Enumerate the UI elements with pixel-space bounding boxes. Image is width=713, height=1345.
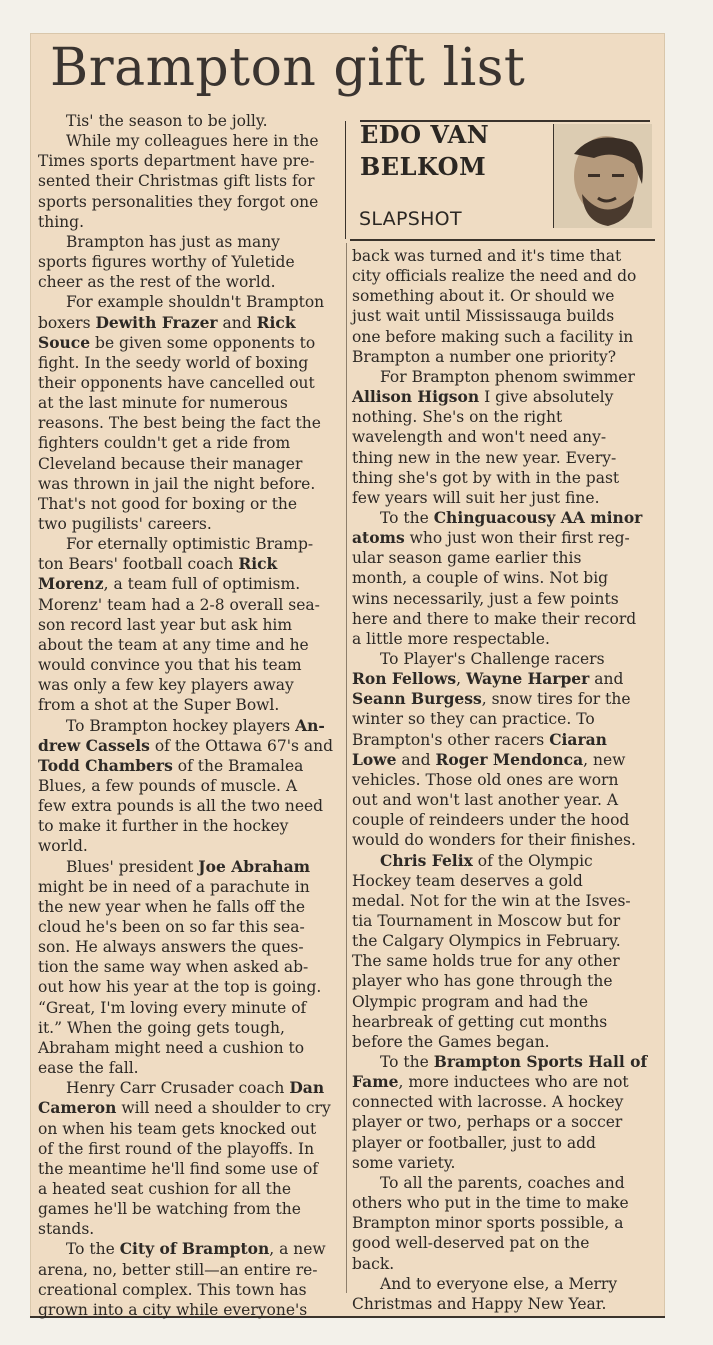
text-line (352, 871, 583, 891)
text-line (38, 272, 276, 292)
author-name-line1: EDO VAN (360, 120, 490, 149)
text-segment: cheer as the rest of the world. (38, 273, 276, 292)
text-line (352, 891, 631, 911)
text-segment: The same holds true for any other (352, 952, 620, 971)
text-segment: thing. (38, 212, 85, 231)
text-segment: the Calgary Olympics in February. (352, 932, 621, 951)
text-segment: Dewith Frazer (95, 312, 218, 332)
text-line (352, 992, 588, 1012)
text-line (38, 897, 305, 917)
text-line (380, 851, 593, 871)
text-line (38, 957, 308, 977)
text-segment: arena, no, better still—an entire re- (38, 1260, 318, 1279)
text-line (352, 709, 595, 729)
text-segment: world. (38, 837, 88, 856)
text-segment: Chinguacousy AA minor (433, 507, 643, 527)
text-segment: good well-deserved pat on the (352, 1234, 590, 1253)
text-line (38, 1280, 307, 1300)
text-line (352, 568, 608, 588)
text-segment: Roger Mendonca (435, 749, 584, 769)
text-segment: reasons. The best being the fact the (38, 414, 321, 433)
text-line (38, 313, 296, 333)
text-line (352, 448, 616, 468)
text-segment: a heated seat cushion for all the (38, 1179, 292, 1198)
text-segment: Cleveland because their manager (38, 454, 303, 473)
text-segment: of the Ottawa 67's and (149, 736, 334, 755)
column-divider-top (345, 121, 346, 239)
text-line (352, 286, 614, 306)
text-segment: before the Games began. (352, 1032, 550, 1051)
text-line (352, 911, 620, 931)
text-line (352, 750, 625, 770)
text-segment: To all the parents, coaches and (380, 1173, 625, 1192)
text-segment: , snow tires for the (481, 690, 631, 709)
text-segment: wins necessarily, just a few points (352, 589, 619, 608)
text-line (352, 528, 630, 548)
text-segment: month, a couple of wins. Not big (352, 569, 609, 588)
text-line (352, 548, 581, 568)
text-line (38, 1159, 318, 1179)
text-line (352, 689, 631, 709)
text-segment: Wayne Harper (465, 669, 590, 689)
text-segment: , a team full of optimism. (103, 575, 301, 594)
text-segment: of the Olympic (472, 851, 593, 870)
text-line (352, 951, 620, 971)
text-segment: To Player's Challenge racers (380, 650, 605, 668)
text-line (66, 1078, 324, 1098)
text-segment: from a shot at the Super Bowl. (38, 696, 280, 715)
text-line (352, 1133, 596, 1153)
text-line (38, 433, 290, 453)
headline: Brampton gift list (50, 38, 526, 98)
text-segment: a little more respectable. (352, 629, 550, 648)
text-segment: player who has gone through the (352, 972, 613, 991)
text-segment: drew Cassels (38, 735, 150, 755)
text-line (352, 1294, 606, 1314)
text-segment: thing she's got by with in the past (352, 468, 620, 487)
text-segment: Blues, a few pounds of muscle. A (38, 776, 298, 795)
text-line (352, 810, 629, 830)
text-line (352, 1012, 607, 1032)
author-photo (553, 124, 652, 228)
text-segment: atoms (352, 528, 405, 548)
text-segment: Lowe (352, 749, 397, 769)
text-segment: “Great, I'm loving every minute of (38, 998, 307, 1017)
newspaper-clipping (30, 33, 665, 1318)
text-line (38, 393, 288, 413)
text-segment: To the (380, 508, 434, 527)
text-segment: Cameron (38, 1098, 117, 1118)
text-line (352, 730, 607, 750)
text-line (352, 1032, 550, 1052)
text-segment: stands. (38, 1220, 95, 1239)
text-line (352, 669, 623, 689)
text-segment: boxers (38, 313, 96, 332)
text-line (38, 1179, 291, 1199)
text-line (38, 1139, 314, 1159)
text-line (38, 635, 309, 655)
text-segment: sented their Christmas gift lists for (38, 172, 315, 191)
author-name-line2: BELKOM (360, 152, 487, 181)
text-segment: the meantime he'll find some use of (38, 1159, 319, 1178)
text-line (38, 796, 323, 816)
text-line (66, 716, 325, 736)
text-segment: Brampton has just as many (66, 232, 280, 251)
text-segment: For eternally optimistic Bramp- (66, 535, 314, 554)
text-segment: the new year when he falls off the (38, 897, 306, 916)
text-line (352, 971, 613, 991)
column-divider (346, 243, 347, 1293)
text-line (352, 1072, 629, 1092)
text-segment: be given some opponents to (90, 333, 316, 352)
text-line (352, 327, 633, 347)
text-segment: tion the same way when asked ab- (38, 958, 309, 977)
text-line (380, 1274, 617, 1294)
text-segment: Dan (289, 1078, 325, 1098)
text-segment: , new (583, 750, 626, 769)
text-line (352, 1254, 394, 1274)
text-segment: Blues' president (66, 857, 199, 876)
text-segment: sports personalities they forgot one (38, 192, 319, 211)
text-line (38, 1119, 316, 1139)
text-segment: here and there to make their record (352, 609, 637, 628)
text-line (38, 736, 333, 756)
text-line (38, 474, 315, 494)
text-line (38, 574, 300, 594)
text-segment: wavelength and won't need any- (352, 428, 607, 447)
text-segment: about the team at any time and he (38, 635, 309, 654)
text-line (38, 514, 212, 534)
text-segment: out how his year at the top is going. (38, 978, 322, 997)
text-line (380, 649, 605, 669)
text-segment: Abraham might need a cushion to (38, 1038, 305, 1057)
text-segment: hearbreak of getting cut months (352, 1012, 608, 1031)
text-segment: To the (380, 1053, 434, 1071)
text-line (352, 1233, 589, 1253)
text-line (66, 1239, 326, 1259)
text-line (38, 695, 279, 715)
text-segment: Christmas and Happy New Year. (352, 1294, 607, 1313)
text-segment: one before making such a facility in (352, 327, 634, 346)
text-segment: something about it. Or should we (352, 287, 615, 306)
text-segment: , a new (269, 1240, 326, 1259)
text-line (352, 306, 614, 326)
text-line (352, 1153, 455, 1173)
text-line (38, 756, 303, 776)
text-line (38, 192, 318, 212)
text-line (38, 1058, 139, 1078)
text-segment: Brampton Sports Hall of (433, 1052, 648, 1071)
text-segment: Seann Burgess (352, 689, 482, 709)
text-segment: Souce (38, 332, 91, 352)
text-segment: two pugilists' careers. (38, 515, 212, 533)
text-line (38, 998, 306, 1018)
text-segment: connected with lacrosse. A hockey (352, 1093, 624, 1112)
text-segment: and (396, 750, 436, 769)
text-segment: cloud he's been on so far this sea- (38, 918, 305, 936)
text-segment: ton Bears' football coach (38, 555, 239, 574)
text-line (352, 347, 616, 367)
text-segment: nothing. She's on the right (352, 408, 563, 427)
text-segment: Joe Abraham (198, 856, 311, 876)
text-line (38, 1199, 301, 1219)
text-segment: would convince you that his team (38, 656, 302, 675)
text-line (352, 931, 621, 951)
text-segment: Tis' the season to be jolly. (66, 112, 268, 130)
text-segment: fighters couldn't get a ride from (38, 434, 291, 453)
text-segment: For example shouldn't Brampton (66, 293, 325, 312)
text-segment: player or two, perhaps or a soccer (352, 1113, 623, 1132)
text-segment: back. (352, 1254, 395, 1273)
text-segment: creational complex. This town has (38, 1280, 307, 1299)
text-line (38, 494, 297, 514)
text-segment: their opponents have cancelled out (38, 373, 315, 392)
text-line (38, 252, 295, 272)
text-segment: was thrown in jail the night before. (38, 474, 316, 493)
text-segment: Brampton a number one priority? (352, 347, 617, 366)
text-line (38, 977, 321, 997)
text-segment: To Brampton hockey players (66, 716, 296, 735)
text-segment: thing new in the new year. Every- (352, 448, 617, 467)
column-name: SLAPSHOT (359, 208, 462, 230)
text-line (352, 609, 636, 629)
text-segment: son. He always answers the ques- (38, 938, 304, 957)
text-segment: , more inductees who are not (398, 1073, 629, 1092)
text-line (352, 830, 636, 850)
text-segment: winter so they can practice. To (352, 710, 595, 729)
text-segment: For Brampton phenom swimmer (380, 367, 635, 386)
text-segment: medal. Not for the win at the Isves- (352, 891, 631, 910)
text-line (352, 1213, 623, 1233)
text-line (380, 508, 642, 528)
text-line (38, 212, 84, 232)
text-segment: Brampton's other racers (352, 730, 550, 749)
text-line (352, 790, 618, 810)
text-segment: on when his team gets knocked out (38, 1119, 317, 1138)
text-line (38, 1098, 331, 1118)
text-segment: To the (66, 1240, 120, 1259)
text-line (352, 387, 613, 407)
text-line (38, 1018, 285, 1038)
text-line (38, 1038, 304, 1058)
text-line (66, 232, 280, 252)
text-line (38, 937, 304, 957)
text-segment: ease the fall. (38, 1059, 139, 1078)
text-line (352, 770, 618, 790)
text-line (38, 454, 302, 474)
text-line (380, 1052, 647, 1072)
text-line (352, 427, 606, 447)
text-line (352, 629, 550, 649)
text-line (380, 1173, 625, 1193)
text-line (38, 1300, 307, 1320)
text-line (38, 917, 305, 937)
text-segment: Hockey team deserves a gold (352, 871, 583, 890)
text-segment: to make it further in the hockey (38, 817, 289, 836)
text-segment: grown into a city while everyone's (38, 1300, 308, 1319)
text-line (38, 554, 277, 574)
text-segment: Times sports department have pre- (38, 152, 315, 171)
text-line (352, 1112, 622, 1132)
text-segment: games he'll be watching from the (38, 1200, 301, 1219)
text-line (38, 655, 302, 675)
text-segment: Allison Higson (352, 387, 480, 407)
text-segment: will need a shoulder to cry (116, 1099, 331, 1118)
text-segment: just wait until Mississauga builds (352, 307, 615, 326)
text-segment: few years will suit her just fine. (352, 488, 600, 507)
text-segment: And to everyone else, a Merry (380, 1274, 618, 1293)
text-segment: of the first round of the playoffs. In (38, 1139, 315, 1158)
text-segment: Olympic program and had the (352, 992, 588, 1011)
text-line (38, 333, 315, 353)
text-line (38, 151, 315, 171)
text-segment: Fame (352, 1072, 399, 1092)
text-segment: fight. In the seedy world of boxing (38, 353, 309, 372)
text-line (66, 857, 310, 877)
text-line (66, 111, 268, 131)
text-line (38, 595, 320, 615)
text-line (352, 246, 621, 266)
text-line (352, 407, 562, 427)
text-line (38, 171, 314, 191)
text-line (352, 1092, 623, 1112)
text-line (38, 675, 294, 695)
text-line (38, 877, 310, 897)
text-segment: Rick (238, 554, 278, 574)
text-line (38, 1260, 318, 1280)
text-segment: it.” When the going gets tough, (38, 1018, 285, 1037)
text-segment: sports figures worthy of Yuletide (38, 253, 295, 272)
text-segment: out and won't last another year. A (352, 791, 619, 810)
text-line (66, 534, 313, 554)
text-segment: player or footballer, just to add (352, 1133, 596, 1152)
text-line (352, 1193, 629, 1213)
text-segment: few extra pounds is all the two need (38, 797, 324, 816)
text-segment: and (589, 670, 624, 689)
text-segment: While my colleagues here in the (66, 132, 319, 151)
text-segment: at the last minute for numerous (38, 394, 288, 413)
text-line (38, 615, 292, 635)
text-segment: City of Brampton (119, 1239, 270, 1259)
text-segment: An- (295, 715, 325, 735)
text-line (38, 413, 321, 433)
text-segment: vehicles. Those old ones are worn (352, 770, 619, 789)
text-segment: son record last year but ask him (38, 615, 293, 634)
text-segment: city officials realize the need and do (352, 267, 637, 286)
text-segment: who just won their first reg- (404, 529, 630, 548)
text-segment: ular season game earlier this (352, 549, 582, 568)
text-segment: tia Tournament in Moscow but for (352, 911, 621, 930)
text-segment: of the Bramalea (172, 756, 304, 775)
text-segment: couple of reindeers under the hood (352, 811, 630, 830)
text-line (38, 373, 315, 393)
text-segment: Morenz' team had a 2-8 overall sea- (38, 595, 320, 614)
text-segment: Ron Fellows (352, 669, 457, 689)
text-line (66, 292, 324, 312)
text-line (352, 468, 619, 488)
text-line (380, 367, 635, 387)
text-segment: Henry Carr Crusader coach (66, 1079, 290, 1098)
text-segment: some variety. (352, 1153, 456, 1172)
text-segment: back was turned and it's time that (352, 247, 622, 265)
text-segment: Brampton minor sports possible, a (352, 1214, 624, 1233)
text-segment: was only a few key players away (38, 676, 294, 695)
text-line (352, 488, 600, 508)
text-line (38, 353, 308, 373)
text-line (352, 266, 636, 286)
text-line (38, 1219, 94, 1239)
author-photo-image (554, 124, 652, 228)
text-segment: Ciaran (549, 729, 607, 749)
text-segment: would do wonders for their finishes. (352, 831, 636, 850)
text-line (38, 836, 88, 856)
text-line (38, 816, 288, 836)
text-segment: others who put in the time to make (352, 1194, 629, 1213)
text-segment: Todd Chambers (38, 755, 173, 775)
text-segment: Rick (256, 312, 296, 332)
text-segment: and (217, 313, 257, 332)
text-segment: Morenz (38, 574, 104, 594)
text-line (66, 131, 319, 151)
text-segment: That's not good for boxing or the (38, 494, 298, 513)
text-segment: might be in need of a parachute in (38, 877, 310, 896)
text-line (38, 776, 297, 796)
text-segment: Chris Felix (380, 850, 473, 870)
text-segment: I give absolutely (479, 388, 614, 407)
text-line (352, 589, 619, 609)
text-segment: , (456, 670, 466, 689)
